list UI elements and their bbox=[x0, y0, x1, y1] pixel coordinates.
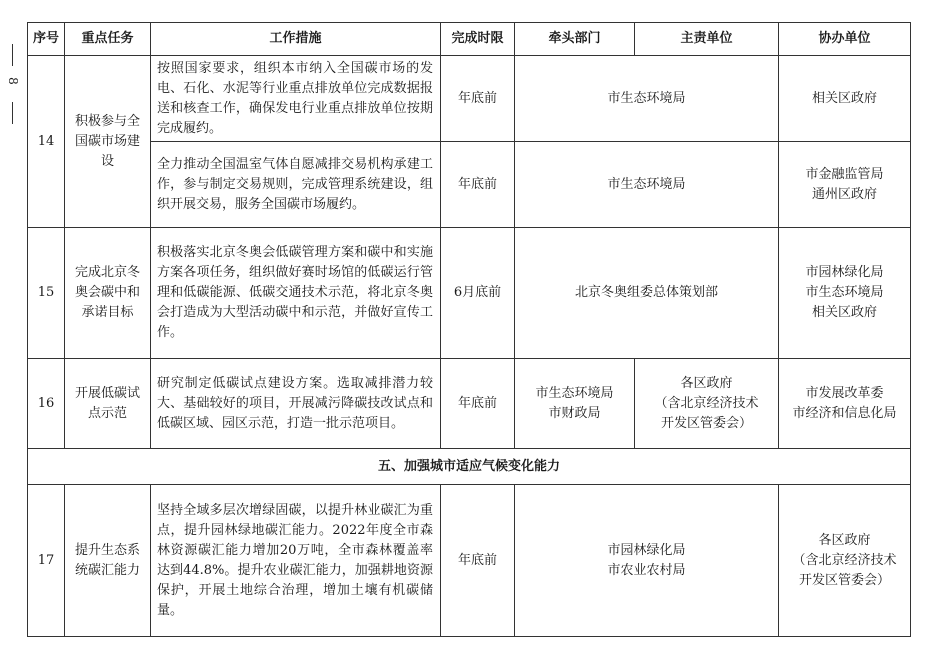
header-assist: 协办单位 bbox=[779, 23, 911, 56]
task-table bbox=[27, 22, 911, 637]
header-main: 主责单位 bbox=[635, 23, 779, 56]
assist-line: 市生态环境局 bbox=[805, 285, 884, 300]
row-lead bbox=[515, 359, 635, 449]
table-row bbox=[28, 142, 911, 228]
header-measure: 工作措施 bbox=[151, 23, 441, 56]
lead-main-line: 市农业农村局 bbox=[607, 562, 686, 578]
assist-line: （含北京经济技术 bbox=[792, 552, 897, 568]
assist-line: 相关区政府 bbox=[811, 305, 877, 320]
header-lead: 牵头部门 bbox=[515, 23, 635, 56]
row-task: 提升生态系统碳汇能力 bbox=[65, 485, 151, 637]
assist-line: 开发区管委会） bbox=[798, 572, 890, 588]
assist-line: 市园林绿化局 bbox=[805, 265, 884, 280]
row-seq: 15 bbox=[28, 228, 65, 359]
row-assist: 相关区政府 bbox=[779, 56, 911, 142]
row-seq: 14 bbox=[28, 56, 65, 228]
row-measure: 按照国家要求，组织本市纳入全国碳市场的发电、石化、水泥等行业重点排放单位完成数据报送和核查工作，确保发电行业重点排放单位按期完成履约。 bbox=[151, 56, 441, 142]
page-number: 8 bbox=[6, 77, 20, 85]
lead-line: 市生态环境局 bbox=[535, 385, 614, 401]
row-assist bbox=[779, 485, 911, 637]
row-deadline: 年底前 bbox=[441, 56, 515, 142]
table-row bbox=[28, 359, 911, 449]
row-seq: 16 bbox=[28, 359, 65, 449]
row-main bbox=[635, 359, 779, 449]
row-deadline: 年底前 bbox=[441, 142, 515, 228]
table-row bbox=[28, 56, 911, 142]
assist-line: 市经济和信息化局 bbox=[792, 405, 897, 421]
section-row bbox=[28, 449, 911, 485]
assist-line: 市发展改革委 bbox=[805, 385, 884, 401]
row-measure: 研究制定低碳试点建设方案。选取减排潜力较大、基础较好的项目，开展减污降碳技改试点和低碳区域、园区示范，打造一批示范项目。 bbox=[151, 359, 441, 449]
row-measure: 全力推动全国温室气体自愿减排交易机构承建工作，参与制定交易规则，完成管理系统建设，组织开展交易，服务全国碳市场履约。 bbox=[151, 142, 441, 228]
assist-line: 各区政府 bbox=[818, 532, 871, 548]
row-lead-main: 市生态环境局 bbox=[515, 56, 779, 142]
header-row bbox=[28, 23, 911, 56]
row-assist bbox=[779, 142, 911, 228]
row-lead-main: 市生态环境局 bbox=[515, 142, 779, 228]
header-task: 重点任务 bbox=[65, 23, 151, 56]
section-title: 五、加强城市适应气候变化能力 bbox=[28, 449, 911, 485]
row-deadline: 6月底前 bbox=[441, 228, 515, 359]
row-assist bbox=[779, 228, 911, 359]
assist-line: 通州区政府 bbox=[811, 186, 877, 202]
row-measure: 积极落实北京冬奥会低碳管理方案和碳中和实施方案各项任务，组织做好赛时场馆的低碳运行管理和低碳能源、低碳交通技术示范，将北京冬奥会打造成为大型活动碳中和示范，并做好宣传工作。 bbox=[151, 228, 441, 359]
main-line: 各区政府 bbox=[680, 375, 733, 391]
header-deadline: 完成时限 bbox=[441, 23, 515, 56]
table-row bbox=[28, 228, 911, 359]
header-seq: 序号 bbox=[28, 23, 65, 56]
main-line: （含北京经济技术 bbox=[654, 395, 759, 411]
row-measure: 坚持全域多层次增绿固碳，以提升林业碳汇为重点，提升园林绿地碳汇能力。2022年度全市森林资源碳汇能力增加20万吨，全市森林覆盖率达到44.8%。提升农业碳汇能力，加强耕地资源保护，开展土地综合治理，增加土壤有机碳储量。 bbox=[151, 485, 441, 637]
row-deadline: 年底前 bbox=[441, 359, 515, 449]
page-margin-mark bbox=[6, 44, 20, 124]
row-deadline: 年底前 bbox=[441, 485, 515, 637]
row-task: 完成北京冬奥会碳中和承诺目标 bbox=[65, 228, 151, 359]
row-seq: 17 bbox=[28, 485, 65, 637]
table-row bbox=[28, 485, 911, 637]
row-assist bbox=[779, 359, 911, 449]
row-lead-main bbox=[515, 485, 779, 637]
main-line: 开发区管委会） bbox=[660, 415, 752, 431]
assist-line: 市金融监管局 bbox=[805, 166, 884, 182]
lead-line: 市财政局 bbox=[548, 405, 601, 421]
row-task: 积极参与全国碳市场建设 bbox=[65, 56, 151, 228]
lead-main-line: 市园林绿化局 bbox=[607, 542, 686, 558]
row-task: 开展低碳试点示范 bbox=[65, 359, 151, 449]
row-lead-main: 北京冬奥组委总体策划部 bbox=[515, 228, 779, 359]
